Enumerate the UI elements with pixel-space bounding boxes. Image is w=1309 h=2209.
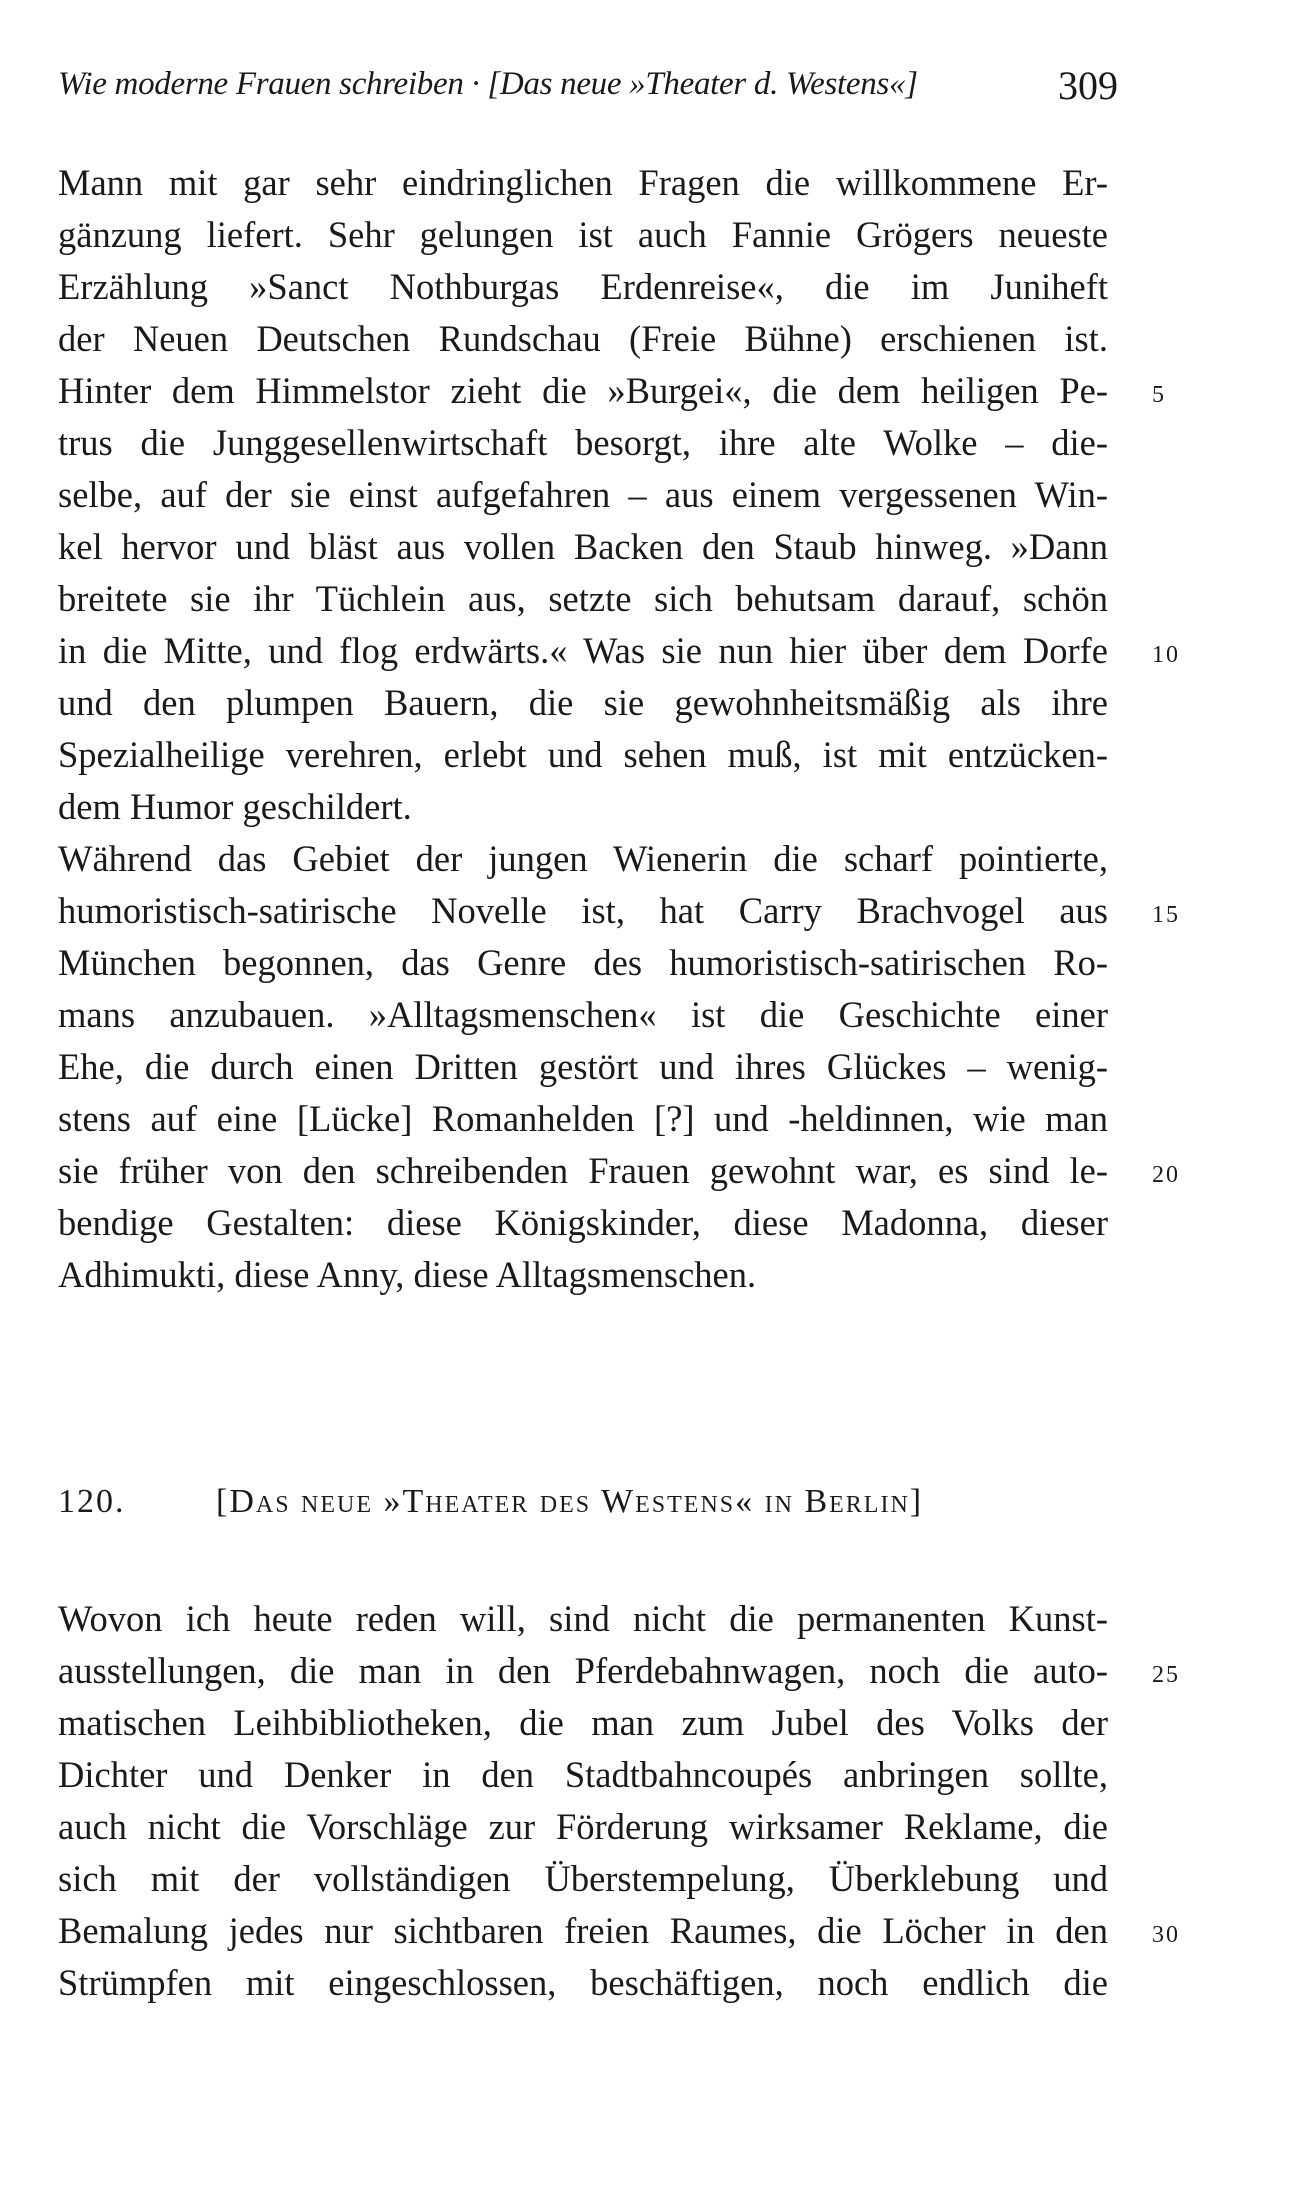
section-heading — [58, 1483, 1118, 1543]
text-line: sich mit der vollständigen Überstempelung, Überklebung und — [58, 1858, 1108, 1899]
line-number: 25 — [1152, 1662, 1180, 1688]
text-line: stens auf eine [Lücke] Romanhelden [?] und -heldinnen, wie man — [58, 1098, 1108, 1139]
running-header — [58, 63, 1118, 126]
text-line: Hinter dem Himmelstor zieht die »Burgei«, die dem heiligen Pe- — [58, 370, 1108, 411]
text-line: Strümpfen mit eingeschlossen, beschäftigen, noch endlich die — [58, 1962, 1108, 2003]
line-number: 10 — [1152, 642, 1180, 668]
text-line: der Neuen Deutschen Rundschau (Freie Bühne) erschienen ist. — [58, 318, 1108, 359]
page-number: 309 — [1058, 63, 1118, 108]
text-line: sie früher von den schreibenden Frauen gewohnt war, es sind le- — [58, 1150, 1108, 1191]
text-line: bendige Gestalten: diese Königskinder, diese Madonna, dieser — [58, 1202, 1108, 1243]
text-line: Wovon ich heute reden will, sind nicht die permanenten Kunst- — [58, 1598, 1108, 1639]
text-line: selbe, auf der sie einst aufgefahren – aus einem vergessenen Win- — [58, 474, 1108, 515]
text-line: Dichter und Denker in den Stadtbahncoupés anbringen sollte, — [58, 1754, 1108, 1795]
text-line: ausstellungen, die man in den Pferdebahnwagen, noch die auto- — [58, 1650, 1108, 1691]
text-line: kel hervor und bläst aus vollen Backen den Staub hinweg. »Dann — [58, 526, 1108, 567]
text-line: auch nicht die Vorschläge zur Förderung wirksamer Reklame, die — [58, 1806, 1108, 1847]
text-line: Mann mit gar sehr eindringlichen Fragen die willkommene Er- — [58, 162, 1108, 203]
section-number: 120. — [58, 1483, 126, 1520]
text-line: gänzung liefert. Sehr gelungen ist auch Fannie Grögers neueste — [58, 214, 1108, 255]
line-number: 5 — [1152, 382, 1166, 408]
text-line: in die Mitte, und flog erdwärts.« Was sie nun hier über dem Dorfe — [58, 630, 1108, 671]
text-line: mans anzubauen. »Alltagsmenschen« ist die Geschichte einer — [58, 994, 1108, 1035]
text-line: trus die Junggesellenwirtschaft besorgt, ihre alte Wolke – die- — [58, 422, 1108, 463]
section-title: [Das neue »Theater des Westens« in Berlin] — [216, 1483, 924, 1520]
line-number: 15 — [1152, 902, 1180, 928]
text-line: Ehe, die durch einen Dritten gestört und ihres Glückes – wenig- — [58, 1046, 1108, 1087]
text-line: humoristisch-satirische Novelle ist, hat Carry Brachvogel aus — [58, 890, 1108, 931]
text-line: München begonnen, das Genre des humoristisch-satirischen Ro- — [58, 942, 1108, 983]
running-title: Wie moderne Frauen schreiben · [Das neue »Theater d. Westens«] — [58, 66, 918, 102]
line-number: 20 — [1152, 1162, 1180, 1188]
text-line: Bemalung jedes nur sichtbaren freien Raumes, die Löcher in den — [58, 1910, 1108, 1951]
text-line: dem Humor geschildert. — [58, 786, 412, 827]
text-line: Erzählung »Sanct Nothburgas Erdenreise«, die im Juniheft — [58, 266, 1108, 307]
text-line: Spezialheilige verehren, erlebt und sehen muß, ist mit entzücken- — [58, 734, 1108, 775]
text-line: Adhimukti, diese Anny, diese Alltagsmenschen. — [58, 1254, 757, 1295]
line-number: 30 — [1152, 1922, 1180, 1948]
text-line: breitete sie ihr Tüchlein aus, setzte sich behutsam darauf, schön — [58, 578, 1108, 619]
text-line: matischen Leihbibliotheken, die man zum Jubel des Volks der — [58, 1702, 1108, 1743]
text-line: und den plumpen Bauern, die sie gewohnheitsmäßig als ihre — [58, 682, 1108, 723]
text-line: Während das Gebiet der jungen Wienerin die scharf pointierte, — [58, 838, 1108, 879]
